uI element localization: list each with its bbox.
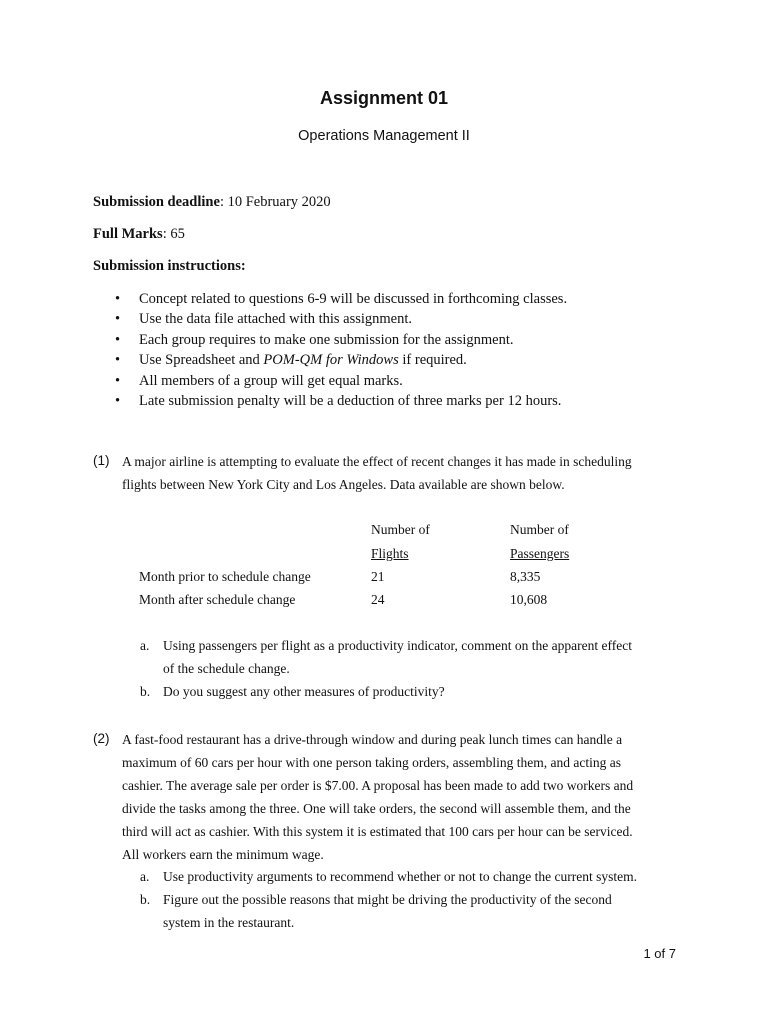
- full-marks-value: : 65: [162, 226, 185, 242]
- question-2b-letter: b.: [140, 892, 151, 907]
- question-1a-text: Using passengers per flight as a productivity indicator, comment on the apparent effect of the schedule change.: [163, 638, 632, 676]
- table-header-flights: Flights: [371, 546, 409, 561]
- bullet-icon: •: [115, 311, 121, 328]
- question-2-text: A fast-food restaurant has a drive-through window and during peak lunch times can handle a maximum of 60 cars per hour with one person taking orders, assembling them, and acting as cashier. The average sale per order is $7.00. A proposal has been made to add two workers and divide the tasks among the three. One will take orders, the second will assemble them, and the third will act as cashier. With this system it is estimated that 100 cars per hour can be serviced. All workers earn the minimum wage.: [122, 732, 634, 862]
- instructions-list: [115, 289, 567, 411]
- list-item: • Use Spreadsheet and POM-QM for Windows if required.: [115, 350, 567, 370]
- table-cell-flights: 24: [371, 592, 385, 607]
- question-2-number: (2): [93, 731, 110, 746]
- bullet-icon: •: [115, 352, 121, 369]
- instructions-heading: Submission instructions:: [93, 258, 246, 274]
- full-marks-label: Full Marks: [93, 226, 163, 242]
- list-item: • Late submission penalty will be a deduction of three marks per 12 hours.: [115, 391, 567, 411]
- table-header-passengers-top: Number of: [510, 522, 569, 537]
- bullet-icon: •: [115, 392, 121, 409]
- list-item: • Concept related to questions 6-9 will be discussed in forthcoming classes.: [115, 289, 567, 309]
- table-header-flights-top: Number of: [371, 522, 430, 537]
- page-subtitle: Operations Management II: [298, 128, 470, 144]
- table-cell-passengers: 8,335: [510, 569, 541, 584]
- question-1b-text: Do you suggest any other measures of productivity?: [163, 684, 445, 699]
- question-1b-letter: b.: [140, 684, 151, 699]
- bullet-icon: •: [115, 291, 121, 307]
- list-item: • All members of a group will get equal marks.: [115, 371, 567, 391]
- deadline-label: Submission deadline: [93, 194, 220, 210]
- question-1-number: (1): [93, 453, 110, 468]
- question-2a-text: Use productivity arguments to recommend whether or not to change the current system.: [163, 869, 637, 884]
- question-1-text: A major airline is attempting to evaluate the effect of recent changes it has made in scheduling flights between New York City and Los Angeles. Data available are shown below.: [122, 454, 632, 492]
- question-2b-text: Figure out the possible reasons that might be driving the productivity of the second system in the restaurant.: [163, 892, 612, 930]
- table-row-label: Month prior to schedule change: [139, 569, 311, 584]
- table-row-label: Month after schedule change: [139, 592, 296, 607]
- page-title: Assignment 01: [319, 88, 449, 108]
- page-number: 1 of 7: [643, 946, 676, 961]
- table-header-passengers: Passengers: [510, 546, 570, 561]
- list-item: • Use the data file attached with this assignment.: [115, 309, 567, 329]
- bullet-icon: •: [115, 331, 121, 348]
- question-2a-letter: a.: [140, 869, 150, 884]
- bullet-icon: •: [115, 372, 121, 389]
- deadline-value: : 10 February 2020: [219, 194, 331, 210]
- list-item: • Each group requires to make one submission for the assignment.: [115, 330, 567, 350]
- question-1a-letter: a.: [140, 638, 150, 653]
- full-marks-line: [93, 226, 185, 243]
- table-cell-flights: 21: [371, 569, 385, 584]
- table-cell-passengers: 10,608: [510, 592, 548, 607]
- deadline-line: [93, 194, 331, 211]
